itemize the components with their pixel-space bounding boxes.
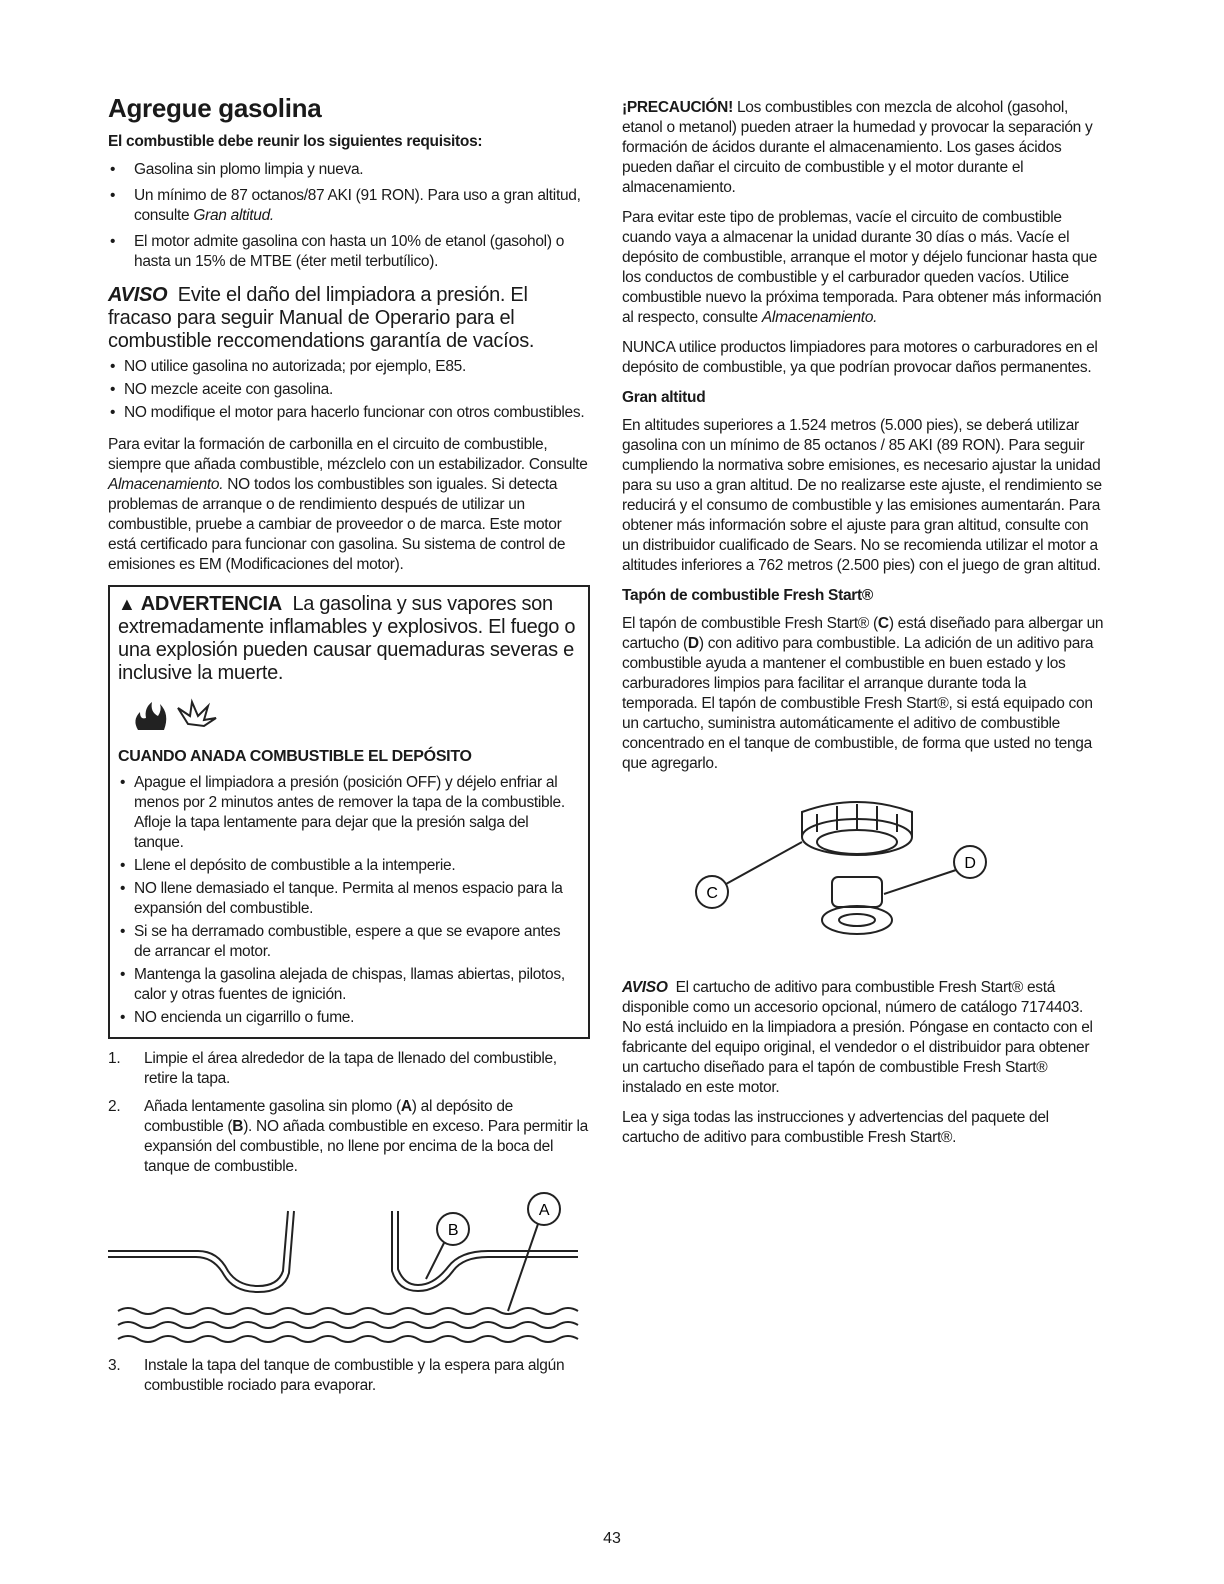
altitude-heading: Gran altitud — [622, 389, 706, 406]
requirements-heading: El combustible debe reunir los siguientes requisitos: — [108, 133, 483, 150]
warning-subheading: CUANDO ANADA COMBUSTIBLE EL DEPÓSITO — [118, 748, 472, 765]
step-item: 1. Limpie el área alrededor de la tapa de llenado del combustible, retire la tapa. — [108, 1050, 557, 1087]
final-paragraph: Lea y siga todas las instrucciones y advertencias del paquete del cartucho de aditivo para combustible Fresh Start®. — [622, 1109, 1049, 1146]
list-item: • El motor admite gasolina con hasta un 10% de etanol (gasohol) o hasta un 15% de MTBE (éter metil terbutílico). — [108, 232, 590, 272]
notice-block — [108, 284, 590, 353]
cartridge-notice: AVISO El cartucho de aditivo para combustible Fresh Start® está disponible como un accesorio opcional, número de catálogo 7174403. No está incluido en la limpiadora a presión. Póngase en contacto con el fabricante del equipo original, el vendedor o el distribuidor para obtener un cartucho diseñado para el tapón de combustible Fresh Start® instalado en este motor. — [622, 979, 1093, 1096]
fuel-cap-diagram — [622, 792, 1104, 960]
section-title: Agregue gasolina — [108, 93, 322, 123]
warning-list — [118, 773, 580, 1028]
fig2-label-c: C — [706, 885, 718, 902]
step-item: 3. Instale la tapa del tanque de combustible y la espera para algún combustible rociado para evaporar. — [108, 1357, 565, 1394]
right-column — [622, 98, 1104, 1158]
list-item: • NO modifique el motor para hacerlo funcionar con otros combustibles. — [108, 403, 590, 423]
fig1-label-b: B — [447, 1222, 459, 1239]
warning-header — [118, 593, 580, 685]
caution-label: ¡PRECAUCIÓN! — [622, 99, 733, 116]
storage-paragraph: Para evitar este tipo de problemas, vacíe el circuito de combustible cuando vaya a almacenar la unidad durante 30 días o más. Vacíe el depósito de combustible, arranque el motor y déjelo funcionar hasta que los conductos de combustible y el carburador queden vacíos. Utilice combustible nuevo la próxima temporada. Para obtener más información al respecto, consulte Almacenamiento. — [622, 209, 1102, 326]
steps-list — [108, 1049, 590, 1177]
cap-paragraph: El tapón de combustible Fresh Start® (C) está diseñado para albergar un cartucho (D) con aditivo para combustible. La adición de un aditivo para combustible ayuda a mantener el combustible en buen estado y los carburadores limpios para facilitar el arranque durante toda la temporada. El tapón de combustible Fresh Start®, si está equipado con un cartucho, suministra automáticamente el aditivo de combustible concentrado en el tanque de combustible, de forma que usted no tenga que agregarlo. — [622, 615, 1104, 772]
fuel-fill-diagram — [108, 1191, 590, 1346]
cap-heading: Tapón de combustible Fresh Start® — [622, 587, 873, 604]
notice-label: AVISO — [108, 284, 168, 306]
list-item: • NO llene demasiado el tanque. Permita al menos espacio para la expansión del combustible. — [118, 879, 580, 919]
fire-explosion-icon — [118, 683, 248, 745]
list-item: • Un mínimo de 87 octanos/87 AKI (91 RON). Para uso a gran altitud, consulte Gran altitud. — [108, 186, 590, 226]
altitude-paragraph: En altitudes superiores a 1.524 metros (5.000 pies), se deberá utilizar gasolina con un mínimo de 85 octanos / 85 AKI (89 RON). Para seguir cumpliendo la normativa sobre emisiones, es necesario ajustar la unidad para su uso a gran altitud. De no realizarse este ajuste, el rendimiento se reducirá y el consumo de combustible y las emisiones aumentarán. Para obtener más información sobre el ajuste para gran altitud, consulte con un distribuidor cualificado de Sears. No se recomienda utilizar el motor a altitudes inferiores a 762 metros (2.500 pies) con el juego de gran altitud. — [622, 417, 1102, 574]
step-item: 2. Añada lentamente gasolina sin plomo (A) al depósito de combustible (B). NO añada combustible en exceso. Para permitir la expansión del combustible, no llene por encima de la boca del tanque de combustible. — [108, 1098, 588, 1175]
notice-label: AVISO — [622, 979, 668, 996]
page-number: 43 — [603, 1530, 621, 1547]
fig2-label-d: D — [964, 855, 976, 872]
warning-label: ADVERTENCIA — [140, 593, 282, 615]
warning-text-b: El fuego o una explosión pueden causar quemaduras severas e inclusive la muerte. — [118, 616, 576, 684]
left-column — [108, 93, 590, 1404]
warning-text-a: La gasolina y sus vapores son extremadamente inflamables y explosivos. — [118, 593, 553, 638]
cleaners-paragraph: NUNCA utilice productos limpiadores para motores o carburadores en el depósito de combustible, ya que podrían provocar daños permanentes. — [622, 339, 1098, 376]
caution-paragraph: ¡PRECAUCIÓN! Los combustibles con mezcla de alcohol (gasohol, etanol o metanol) pueden atraer la humedad y provocar la separación y formación de ácidos durante el almacenamiento. Los gases ácidos pueden dañar el circuito de combustible y el motor durante el almacenamiento. — [622, 99, 1093, 196]
list-item: • NO utilice gasolina no autorizada; por ejemplo, E85. — [108, 357, 590, 377]
requirements-list — [108, 160, 590, 272]
list-item: • Gasolina sin plomo limpia y nueva. — [108, 160, 590, 180]
list-item: • Si se ha derramado combustible, espere a que se evapore antes de arrancar el motor. — [118, 922, 580, 962]
notice-text: Evite el daño del limpiadora a presión. El fracaso para seguir Manual de Operario para el combustible reccomendations garantía de vacíos. — [108, 284, 535, 352]
list-item: • NO encienda un cigarrillo o fume. — [118, 1008, 580, 1028]
list-item: • Apague el limpiadora a presión (posición OFF) y déjelo enfriar al menos por 2 minutos antes de remover la tapa de la combustible. Afloje la tapa lentamente para dejar que la presión salga del tanque. — [118, 773, 580, 853]
notice-list — [108, 357, 590, 423]
list-item: • Mantenga la gasolina alejada de chispas, llamas abiertas, pilotos, calor y otras fuentes de ignición. — [118, 965, 580, 1005]
warning-triangle-icon: ▲ — [118, 594, 136, 614]
steps-list-cont — [108, 1356, 590, 1396]
fig1-label-a: A — [538, 1202, 550, 1219]
list-item: • Llene el depósito de combustible a la intemperie. — [118, 856, 580, 876]
list-item: • NO mezcle aceite con gasolina. — [108, 380, 590, 400]
warning-box — [108, 585, 590, 1039]
stabilizer-paragraph: Para evitar la formación de carbonilla en el circuito de combustible, siempre que añada combustible, mézclelo con un estabilizador. Consulte Almacenamiento. NO todos los combustibles son iguales. Si detecta problemas de arranque o de rendimiento después de utilizar un combustible, pruebe a cambiar de proveedor o de marca. Este motor está certificado para funcionar con gasolina. Su sistema de control de emisiones es EM (Modificaciones del motor). — [108, 436, 588, 573]
